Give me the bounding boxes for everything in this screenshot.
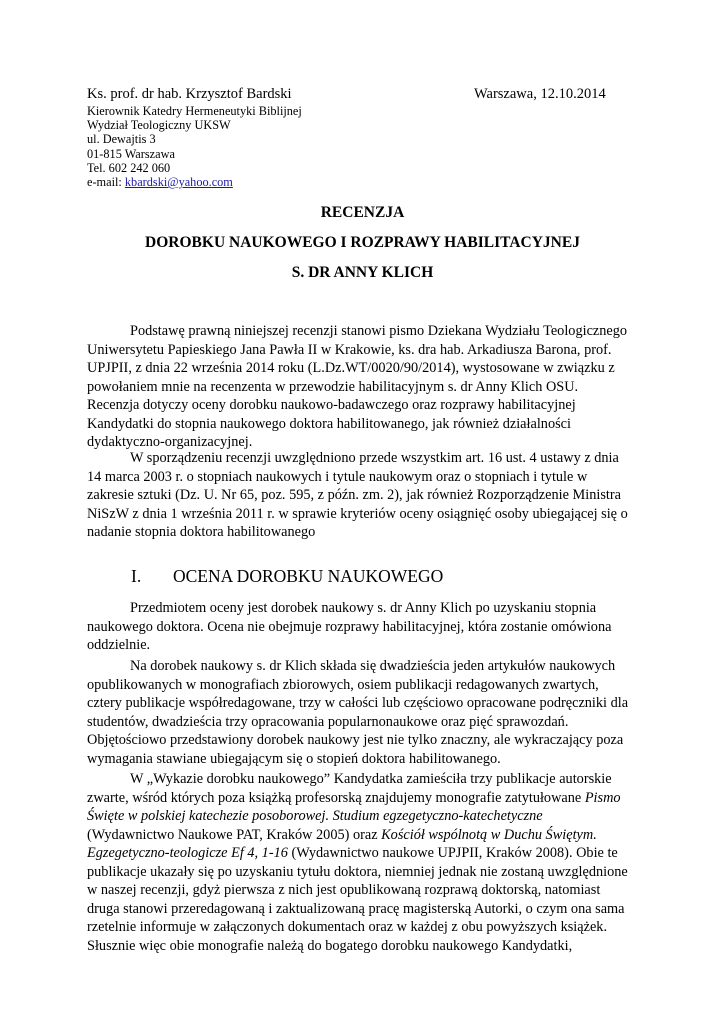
affiliation-line: ul. Dewajtis 3 (87, 132, 156, 147)
affiliation-line: 01-815 Warszawa (87, 146, 175, 161)
review-title: RECENZJA (320, 204, 405, 221)
section-number: I. (131, 566, 142, 586)
email-line (87, 175, 302, 189)
intro-paragraph-1 (87, 322, 633, 452)
affiliation-line: Kierownik Katedry Hermeneutyki Biblijnej (87, 104, 302, 118)
section-paragraph-2 (87, 657, 633, 768)
place-date: Warszawa, 12.10.2014 (474, 86, 606, 102)
book-title-2: Kościół wspólnotą w Duchu Świętym. Egzegetyczno-teologicze Ef 4, 1-16 (87, 826, 597, 861)
affiliation-line: Wydział Teologiczny UKSW (87, 118, 231, 133)
email-label: e-mail: (87, 175, 125, 190)
review-candidate: S. DR ANNY KLICH (291, 264, 434, 281)
intro-paragraph-1-text: Podstawę prawną niniejszej recenzji stanowi pismo Dziekana Wydziału Teologicznego Uniwersytetu Papieskiego Jana Pawła II w Krakowie, ks. dra hab. Arkadiusza Barona, prof. UPJPII, z dnia 22 września 2014 roku (L.Dz.WT/0020/90/2014), wystosowane w związku z powołaniem mnie na recenzenta w przewodzie habilitacyjnym s. dr Anny Klich OSU. Recenzja dotyczy oceny dorobku naukowo-badawczego oraz rozprawy habilitacyjnej Kandydatki do stopnia naukowego doktora habilitowanego, jak również działalności dydaktyczno-organizacyjnej. (87, 323, 628, 450)
section-title: OCENA DOROBKU NAUKOWEGO (173, 566, 444, 586)
author-affiliation (87, 104, 302, 189)
author-name: Ks. prof. dr hab. Krzysztof Bardski (87, 86, 292, 102)
intro-paragraph-2-text: W sporządzeniu recenzji uwzględniono przede wszystkim art. 16 ust. 4 ustawy z dnia 14 marca 2003 r. o stopniach naukowych i tytule naukowym oraz o stopniach i tytule w zakresie sztuki (Dz. U. Nr 65, poz. 595, z późn. zm. 2), jak również Rozporządzenie Ministra NiSzW z dnia 1 września 2011 r. w sprawie kryteriów oceny osiągnięć osoby ubiegającej się o nadanie stopnia doktora habilitowanego (87, 450, 628, 540)
section-paragraph-3 (87, 770, 633, 955)
affiliation-line: Tel. 602 242 060 (87, 160, 171, 175)
intro-paragraph-2 (87, 449, 633, 542)
section-paragraph-3-text: (Wydawnictwo naukowe UPJPII, Kraków 2008). Obie te publikacje ukazały się po uzyskaniu tytułu doktora, niemniej jednak nie zostaną uwzględnione w naszej recenzji, gdyż pierwsza z nich jest opublikowaną rozprawą doktorską, natomiast druga stanowi przeredagowaną i zaktualizowaną pracę magisterską Autorki, o czym ona sama rzetelnie informuje w załączonych dokumentach oraz w każdej z obu powyższych książek. Słusznie więc obie monografie należą do bogatego dorobku naukowego Kandydatki, (87, 845, 628, 954)
section-paragraph-3-text: (Wydawnictwo Naukowe PAT, Kraków 2005) oraz (87, 826, 382, 843)
email-link[interactable]: kbardski@yahoo.com (124, 175, 233, 190)
section-heading (131, 566, 443, 587)
section-paragraph-1 (87, 599, 633, 655)
section-paragraph-3-text: W „Wykazie dorobku naukowego” Kandydatka zamieściła trzy publikacje autorskie zwarte, wśród których poza książką profesorską znajdujemy monografie zatytułowane (87, 771, 612, 806)
section-paragraph-1-text: Przedmiotem oceny jest dorobek naukowy s. dr Anny Klich po uzyskaniu stopnia naukowego doktora. Ocena nie obejmuje rozprawy habilitacyjnej, która zostanie omówiona oddzielnie. (87, 600, 612, 653)
section-paragraph-2-text: Na dorobek naukowy s. dr Klich składa się dwadzieścia jeden artykułów naukowych opublikowanych w monografiach zbiorowych, osiem publikacji redagowanych zwartych, cztery publikacje współredagowane, trzy w całości lub częściowo opracowane podręczniki dla studentów, dwadzieścia trzy opracowania popularnonaukowe oraz pięć sprawozdań. Objętościowo przedstawiony dorobek naukowy jest nie tylko znaczny, ale wykraczający poza wymagania stawiane ubiegającym się o stopień doktora habilitowanego. (87, 658, 629, 767)
review-subtitle: DOROBKU NAUKOWEGO I ROZPRAWY HABILITACYJNEJ (145, 234, 580, 251)
book-title-1: Pismo Święte w polskiej katechezie posoborowej. Studium egzegetyczno-katechetyczne (87, 789, 621, 824)
